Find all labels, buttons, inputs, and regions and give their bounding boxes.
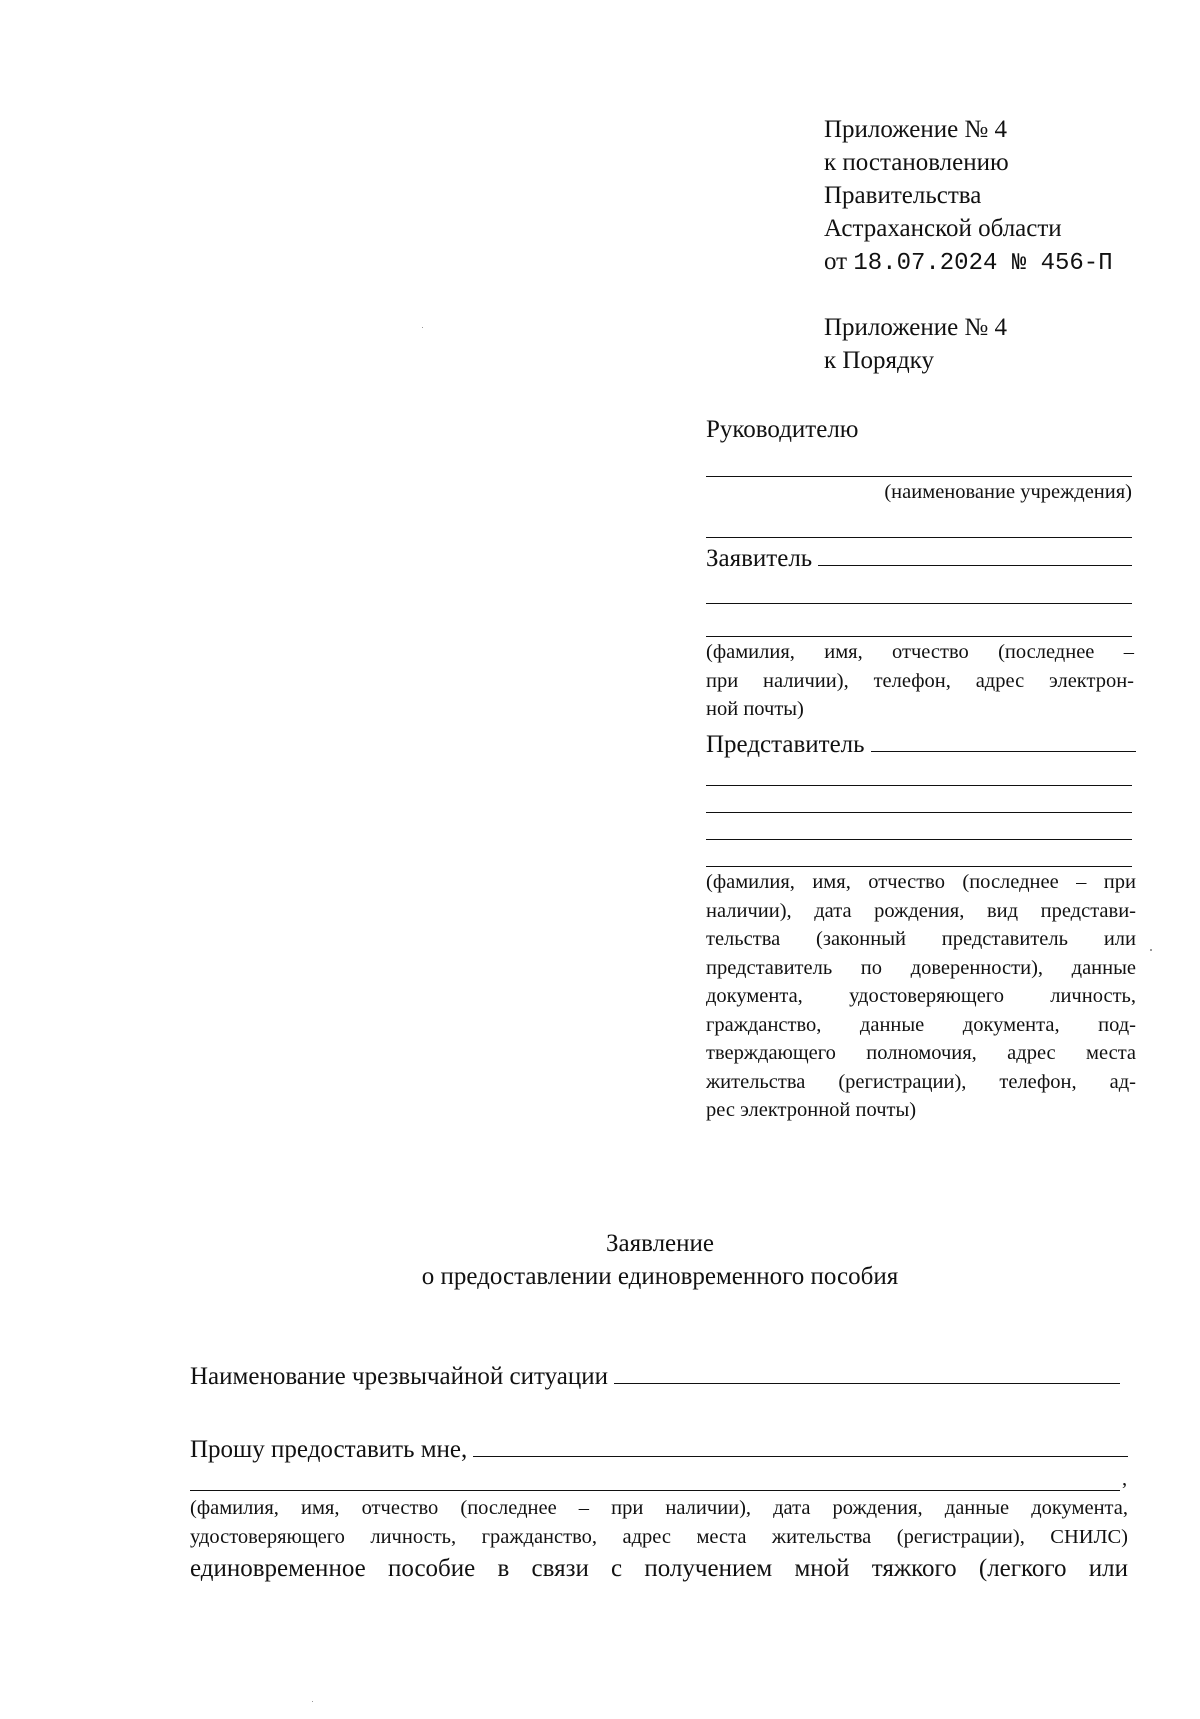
applicant-row [706, 541, 1132, 575]
representative-caption-line: жительства (регистрации), телефон, ад- [706, 1070, 1136, 1093]
date-prefix: от [824, 248, 848, 275]
representative-line-5 [706, 866, 1132, 867]
scan-speck [312, 1701, 313, 1702]
applicant-line-2 [706, 603, 1132, 604]
applicant-field-line [818, 541, 1132, 566]
representative-caption-line: представитель по доверенности), данные [706, 956, 1136, 979]
government: Правительства [824, 182, 982, 209]
representative-caption-line: тверждающего полномочия, адрес места [706, 1042, 1136, 1064]
representative-caption-line: тельства (законный представитель или [706, 928, 1136, 950]
appendix-title-2: Приложение № 4 [824, 314, 1008, 341]
applicant-label: Заявитель [706, 545, 813, 572]
representative-caption [706, 868, 1136, 1096]
representative-line-3 [706, 812, 1132, 813]
representative-caption-line: (фамилия, имя, отчество (последнее – при [706, 871, 1136, 893]
head-label: Руководителю [706, 416, 859, 443]
appendix-title: Приложение № 4 [824, 116, 1008, 143]
representative-caption-line: рес электронной почты) [706, 1099, 917, 1121]
header-block-2 [824, 311, 1007, 377]
person-caption [190, 1494, 1128, 1551]
applicant-caption-line: при наличии), телефон, адрес электрон- [706, 669, 1134, 692]
applicant-caption-line: (фамилия, имя, отчество (последнее – [706, 641, 1134, 663]
request-row [190, 1432, 1128, 1466]
applicant-caption [706, 638, 1134, 695]
header-block [824, 113, 1113, 280]
person-caption-line: удостоверяющего личность, гражданство, адрес места жительства (регистрации), СНИЛС) [190, 1525, 1128, 1548]
emergency-field-line [614, 1359, 1120, 1384]
document-title [0, 1227, 1200, 1293]
region: Астраханской области [824, 215, 1062, 242]
institution-line [706, 476, 1132, 477]
representative-label: Представитель [706, 731, 865, 758]
emergency-label: Наименование чрезвычайной ситуации [190, 1363, 608, 1390]
scan-speck [1150, 949, 1152, 951]
scan-speck [422, 327, 423, 328]
person-field-line [190, 1490, 1120, 1491]
person-caption-line: (фамилия, имя, отчество (последнее – при наличии), дата рождения, данные документа, [190, 1497, 1128, 1519]
institution-caption: (наименование учреждения) [884, 481, 1132, 503]
title-line-2: о предоставлении единовременного пособия [421, 1263, 899, 1290]
representative-caption-line: документа, удостоверяющего личность, [706, 985, 1136, 1007]
applicant-caption-line: ной почты) [706, 698, 804, 720]
title-line-1: Заявление [605, 1230, 715, 1257]
to-order: к Порядку [824, 347, 934, 374]
representative-row [706, 727, 1136, 761]
representative-caption-line: гражданство, данные документа, под- [706, 1013, 1136, 1036]
to-resolution: к постановлению [824, 149, 1009, 176]
request-label: Прошу предоставить мне, [190, 1436, 468, 1463]
representative-line-2 [706, 785, 1132, 786]
resolution-date-line [824, 245, 1113, 280]
comma: , [1122, 1468, 1128, 1490]
applicant-line-3 [706, 636, 1132, 637]
representative-field-line [871, 727, 1136, 752]
emergency-row [190, 1359, 1120, 1393]
institution-line-2 [706, 537, 1132, 538]
representative-line-4 [706, 839, 1132, 840]
continuation-text: единовременное пособие в связи с получением мной тяжкого (легкого или [190, 1555, 1128, 1582]
date-number: 18.07.2024 № 456-П [853, 250, 1113, 277]
request-field-line [473, 1432, 1128, 1457]
representative-caption-line: наличии), дата рождения, вид представи- [706, 899, 1136, 922]
